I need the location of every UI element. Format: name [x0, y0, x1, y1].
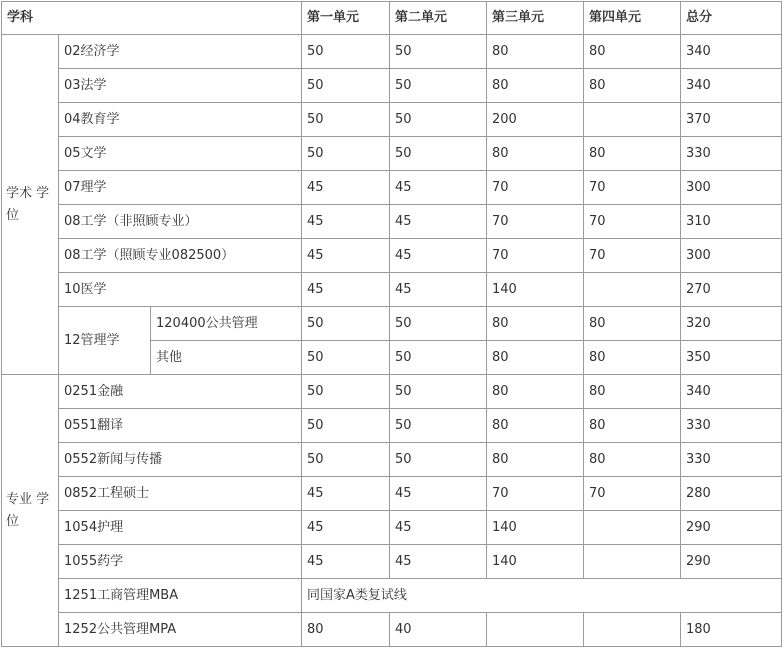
unit4-cell [584, 613, 681, 647]
total-cell: 340 [681, 35, 782, 69]
unit3-cell: 80 [487, 137, 584, 171]
unit4-cell: 80 [584, 137, 681, 171]
table-row [2, 375, 782, 409]
unit2-cell: 45 [390, 171, 487, 205]
unit2-cell: 45 [390, 239, 487, 273]
unit1-cell: 50 [302, 409, 390, 443]
unit4-cell: 70 [584, 205, 681, 239]
total-cell: 300 [681, 239, 782, 273]
total-cell: 340 [681, 69, 782, 103]
total-cell: 290 [681, 545, 782, 579]
unit3-cell: 140 [487, 545, 584, 579]
unit2-cell: 45 [390, 477, 487, 511]
unit1-cell: 50 [302, 341, 390, 375]
subject-name: 0551翻译 [59, 409, 302, 443]
subject-name: 02经济学 [59, 35, 302, 69]
score-table [1, 1, 782, 647]
sub-subject-name: 120400公共管理 [151, 307, 302, 341]
unit2-cell: 45 [390, 511, 487, 545]
unit3-cell: 200 [487, 103, 584, 137]
category-professional: 专业 学位 [2, 375, 59, 647]
unit1-cell: 50 [302, 375, 390, 409]
unit4-cell: 70 [584, 239, 681, 273]
subject-name-management: 12管理学 [59, 307, 151, 375]
unit2-cell: 50 [390, 35, 487, 69]
subject-name: 05文学 [59, 137, 302, 171]
subject-name: 1055药学 [59, 545, 302, 579]
unit4-cell [584, 103, 681, 137]
unit4-cell: 80 [584, 409, 681, 443]
unit2-cell: 45 [390, 273, 487, 307]
unit1-cell: 50 [302, 35, 390, 69]
table-row [2, 273, 782, 307]
unit4-cell: 80 [584, 35, 681, 69]
subject-name: 0552新闻与传播 [59, 443, 302, 477]
unit1-cell: 50 [302, 307, 390, 341]
table-row [2, 69, 782, 103]
unit3-cell: 70 [487, 171, 584, 205]
header-unit1: 第一单元 [302, 2, 390, 35]
unit3-cell: 140 [487, 273, 584, 307]
table-row [2, 239, 782, 273]
total-cell: 320 [681, 307, 782, 341]
total-cell: 330 [681, 443, 782, 477]
unit1-cell: 45 [302, 171, 390, 205]
unit4-cell [584, 545, 681, 579]
unit3-cell: 80 [487, 409, 584, 443]
unit1-cell: 50 [302, 69, 390, 103]
subject-name: 03法学 [59, 69, 302, 103]
unit4-cell: 80 [584, 307, 681, 341]
table-row [2, 477, 782, 511]
unit4-cell: 80 [584, 443, 681, 477]
table-row [2, 443, 782, 477]
unit1-cell: 45 [302, 239, 390, 273]
unit4-cell: 80 [584, 69, 681, 103]
total-cell: 340 [681, 375, 782, 409]
subject-name: 08工学（照顾专业082500） [59, 239, 302, 273]
subject-name: 08工学（非照顾专业） [59, 205, 302, 239]
unit3-cell: 80 [487, 307, 584, 341]
unit2-cell: 45 [390, 545, 487, 579]
unit2-cell: 40 [390, 613, 487, 647]
unit1-cell: 50 [302, 103, 390, 137]
subject-name: 04教育学 [59, 103, 302, 137]
unit2-cell: 50 [390, 69, 487, 103]
subject-name: 0251金融 [59, 375, 302, 409]
unit1-cell: 50 [302, 137, 390, 171]
unit4-cell [584, 273, 681, 307]
subject-name: 0852工程硕士 [59, 477, 302, 511]
unit4-cell [584, 511, 681, 545]
unit3-cell: 80 [487, 443, 584, 477]
total-cell: 330 [681, 409, 782, 443]
total-cell: 310 [681, 205, 782, 239]
subject-name: 1054护理 [59, 511, 302, 545]
unit4-cell: 70 [584, 477, 681, 511]
total-cell: 270 [681, 273, 782, 307]
subject-name: 1252公共管理MPA [59, 613, 302, 647]
unit1-cell: 45 [302, 477, 390, 511]
sub-subject-name: 其他 [151, 341, 302, 375]
header-unit2: 第二单元 [390, 2, 487, 35]
unit1-cell: 80 [302, 613, 390, 647]
header-subject: 学科 [2, 2, 302, 35]
unit2-cell: 50 [390, 409, 487, 443]
table-row [2, 409, 782, 443]
unit2-cell: 50 [390, 443, 487, 477]
table-row [2, 205, 782, 239]
total-cell: 330 [681, 137, 782, 171]
header-unit4: 第四单元 [584, 2, 681, 35]
unit2-cell: 50 [390, 341, 487, 375]
total-cell: 370 [681, 103, 782, 137]
total-cell: 300 [681, 171, 782, 205]
table-row [2, 171, 782, 205]
unit4-cell: 70 [584, 171, 681, 205]
unit1-cell: 45 [302, 273, 390, 307]
subject-name: 1251工商管理MBA [59, 579, 302, 613]
mba-note-cell: 同国家A类复试线 [302, 579, 782, 613]
unit4-cell: 80 [584, 375, 681, 409]
unit2-cell: 45 [390, 205, 487, 239]
table-row [2, 545, 782, 579]
subject-name: 10医学 [59, 273, 302, 307]
unit3-cell: 70 [487, 205, 584, 239]
subject-name: 07理学 [59, 171, 302, 205]
table-row [2, 511, 782, 545]
header-total: 总分 [681, 2, 782, 35]
table-row [2, 35, 782, 69]
table-row [2, 579, 782, 613]
unit1-cell: 45 [302, 545, 390, 579]
unit3-cell: 140 [487, 511, 584, 545]
unit2-cell: 50 [390, 137, 487, 171]
table-row [2, 307, 782, 341]
table-row [2, 613, 782, 647]
unit2-cell: 50 [390, 307, 487, 341]
unit1-cell: 45 [302, 511, 390, 545]
unit3-cell: 70 [487, 477, 584, 511]
unit4-cell: 80 [584, 341, 681, 375]
unit3-cell: 80 [487, 35, 584, 69]
unit3-cell: 80 [487, 375, 584, 409]
total-cell: 180 [681, 613, 782, 647]
unit3-cell [487, 613, 584, 647]
header-unit3: 第三单元 [487, 2, 584, 35]
unit1-cell: 45 [302, 205, 390, 239]
unit3-cell: 80 [487, 69, 584, 103]
unit2-cell: 50 [390, 103, 487, 137]
total-cell: 280 [681, 477, 782, 511]
table-row [2, 137, 782, 171]
unit1-cell: 50 [302, 443, 390, 477]
unit3-cell: 80 [487, 341, 584, 375]
total-cell: 350 [681, 341, 782, 375]
total-cell: 290 [681, 511, 782, 545]
table-row [2, 103, 782, 137]
unit3-cell: 70 [487, 239, 584, 273]
header-row [2, 2, 782, 35]
category-academic: 学术 学位 [2, 35, 59, 375]
unit2-cell: 50 [390, 375, 487, 409]
